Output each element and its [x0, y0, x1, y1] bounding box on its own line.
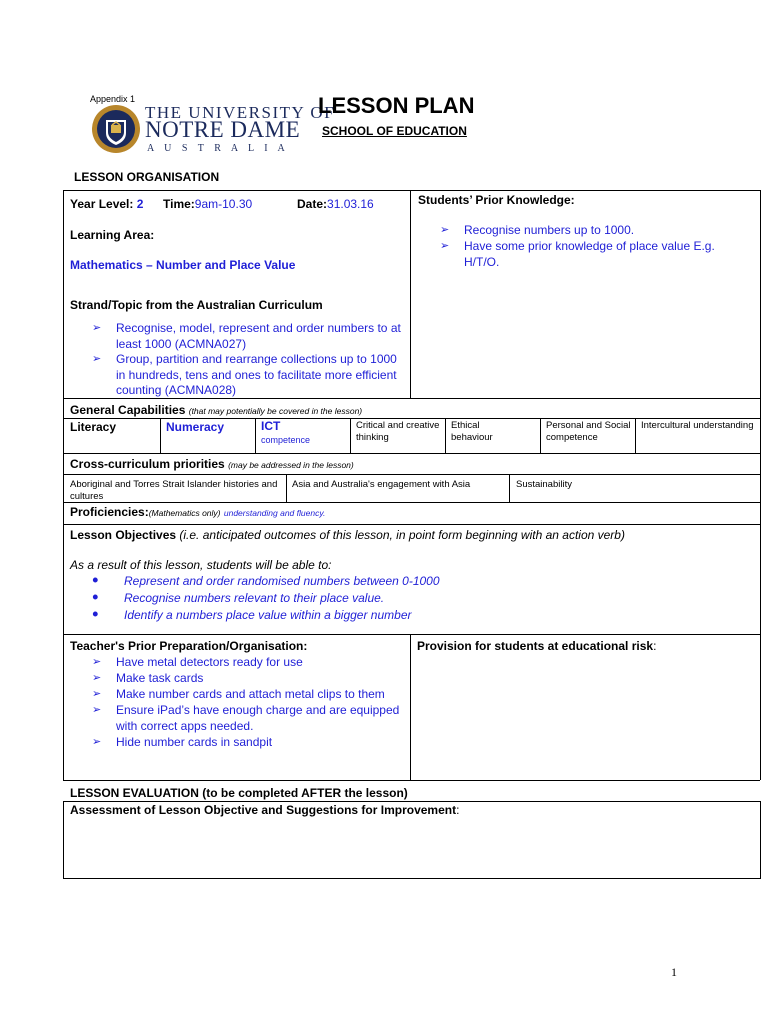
strand-topic-list: [92, 321, 404, 399]
table-border: [350, 418, 351, 453]
time-label: Time:: [163, 197, 195, 211]
table-border: [410, 634, 411, 780]
lesson-evaluation-heading: LESSON EVALUATION (to be completed AFTER the lesson): [70, 786, 408, 800]
lesson-objectives-intro: As a result of this lesson, students will be able to:: [70, 558, 332, 572]
table-border: [63, 474, 760, 475]
table-border: [63, 502, 760, 503]
assessment-label: Assessment of Lesson Objective and Suggestions for Improvement: [70, 803, 457, 817]
lesson-objectives-note: (i.e. anticipated outcomes of this lesson, in point form beginning with an action verb): [179, 528, 625, 542]
date-value: 31.03.16: [327, 197, 374, 211]
year-level-label: Year Level:: [70, 197, 134, 211]
list-item: ➢ Hide number cards in sandpit: [92, 734, 404, 750]
table-border: [445, 418, 446, 453]
table-border: [760, 190, 761, 780]
capability-numeracy: Numeracy: [166, 420, 225, 434]
year-level-field: [70, 197, 143, 211]
page-title: LESSON PLAN: [318, 93, 475, 118]
proficiencies-value: understanding and fluency.: [223, 508, 326, 518]
university-crest-logo: [90, 103, 142, 155]
list-item: ➢ Have some prior knowledge of place value E.g. H/T/O.: [440, 238, 740, 270]
table-border: [160, 418, 161, 453]
cross-curriculum-label: Cross-curriculum priorities: [70, 457, 225, 471]
learning-area-label: Learning Area:: [70, 228, 155, 242]
table-border: [635, 418, 636, 453]
list-item: • Recognise numbers relevant to their place value.: [92, 590, 692, 607]
strand-topic-label: Strand/Topic from the Australian Curriculum: [70, 298, 323, 312]
table-border: [63, 524, 760, 525]
lesson-organisation-heading: LESSON ORGANISATION: [74, 170, 220, 184]
table-border: [63, 190, 64, 780]
university-name-line1: THE UNIVERSITY OF: [145, 103, 336, 122]
table-border: [286, 474, 287, 502]
year-level-value: 2: [136, 197, 144, 211]
list-item: • Represent and order randomised numbers between 0-1000: [92, 573, 692, 590]
priority-aboriginal: Aboriginal and Torres Strait Islander histories and cultures: [70, 479, 278, 502]
page-subtitle: SCHOOL OF EDUCATION: [322, 124, 467, 138]
time-field: [163, 197, 252, 211]
table-border: [540, 418, 541, 453]
proficiencies-note: (Mathematics only): [148, 508, 221, 518]
list-item: ➢ Have metal detectors ready for use: [92, 654, 404, 670]
prior-knowledge-list: [440, 222, 740, 270]
teacher-preparation-list: [92, 654, 404, 750]
university-name-line3: A U S T R A L I A: [147, 143, 289, 154]
prior-knowledge-label: Students’ Prior Knowledge:: [418, 193, 575, 207]
date-field: [297, 197, 374, 211]
lesson-objectives-header: [70, 528, 625, 542]
table-border: [63, 418, 760, 419]
capability-ethical: Ethical behaviour: [451, 420, 493, 443]
capability-personal-social: Personal and Social competence: [546, 420, 631, 443]
list-item: ➢ Recognise, model, represent and order numbers to at least 1000 (ACMNA027): [92, 321, 404, 352]
table-border: [63, 780, 760, 781]
table-border: [63, 190, 760, 191]
table-border: [255, 418, 256, 453]
priority-asia: Asia and Australia's engagement with Asia: [292, 479, 471, 490]
list-item: • Identify a numbers place value within a bigger number: [92, 607, 692, 624]
capability-ict-sub: competence: [261, 435, 311, 445]
table-border: [63, 634, 760, 635]
date-label: Date:: [297, 197, 328, 211]
list-item: ➢ Make task cards: [92, 670, 404, 686]
proficiencies-row: [70, 505, 325, 519]
table-border: [509, 474, 510, 502]
capability-literacy: Literacy: [70, 420, 117, 434]
assessment-colon: :: [456, 803, 460, 817]
capability-ict: ICT: [261, 419, 281, 433]
general-capabilities-header: [70, 403, 362, 417]
university-name-line2: NOTRE DAME: [145, 117, 301, 142]
list-item: ➢ Make number cards and attach metal clips to them: [92, 686, 404, 702]
learning-area-value: Mathematics – Number and Place Value: [70, 258, 296, 272]
cross-curriculum-header: [70, 457, 354, 471]
list-item: ➢ Recognise numbers up to 1000.: [440, 222, 740, 238]
appendix-label: Appendix 1: [90, 94, 136, 104]
page-number: 1: [671, 965, 677, 979]
table-border: [63, 453, 760, 454]
capability-intercultural: Intercultural understanding: [641, 420, 754, 431]
general-capabilities-label: General Capabilities: [70, 403, 186, 417]
educational-risk-field: [417, 639, 656, 653]
table-border: [410, 190, 411, 398]
lesson-objectives-list: [92, 573, 692, 624]
educational-risk-colon: :: [653, 639, 657, 653]
assessment-field: [70, 803, 459, 817]
priority-sustainability: Sustainability: [516, 479, 572, 490]
cross-curriculum-note: (may be addressed in the lesson): [228, 460, 354, 470]
list-item: ➢ Ensure iPad’s have enough charge and are equipped with correct apps needed.: [92, 702, 404, 734]
lesson-objectives-label: Lesson Objectives: [70, 528, 177, 542]
proficiencies-label: Proficiencies:: [70, 505, 149, 519]
capability-critical-thinking: Critical and creative thinking: [356, 420, 440, 443]
educational-risk-label: Provision for students at educational risk: [417, 639, 654, 653]
list-item: ➢ Group, partition and rearrange collections up to 1000 in hundreds, tens and ones to facilitate more efficient counting (ACMNA028): [92, 352, 404, 399]
teacher-preparation-label: Teacher's Prior Preparation/Organisation:: [70, 639, 308, 653]
time-value: 9am-10.30: [194, 197, 253, 211]
general-capabilities-note: (that may potentially be covered in the lesson): [188, 406, 363, 416]
